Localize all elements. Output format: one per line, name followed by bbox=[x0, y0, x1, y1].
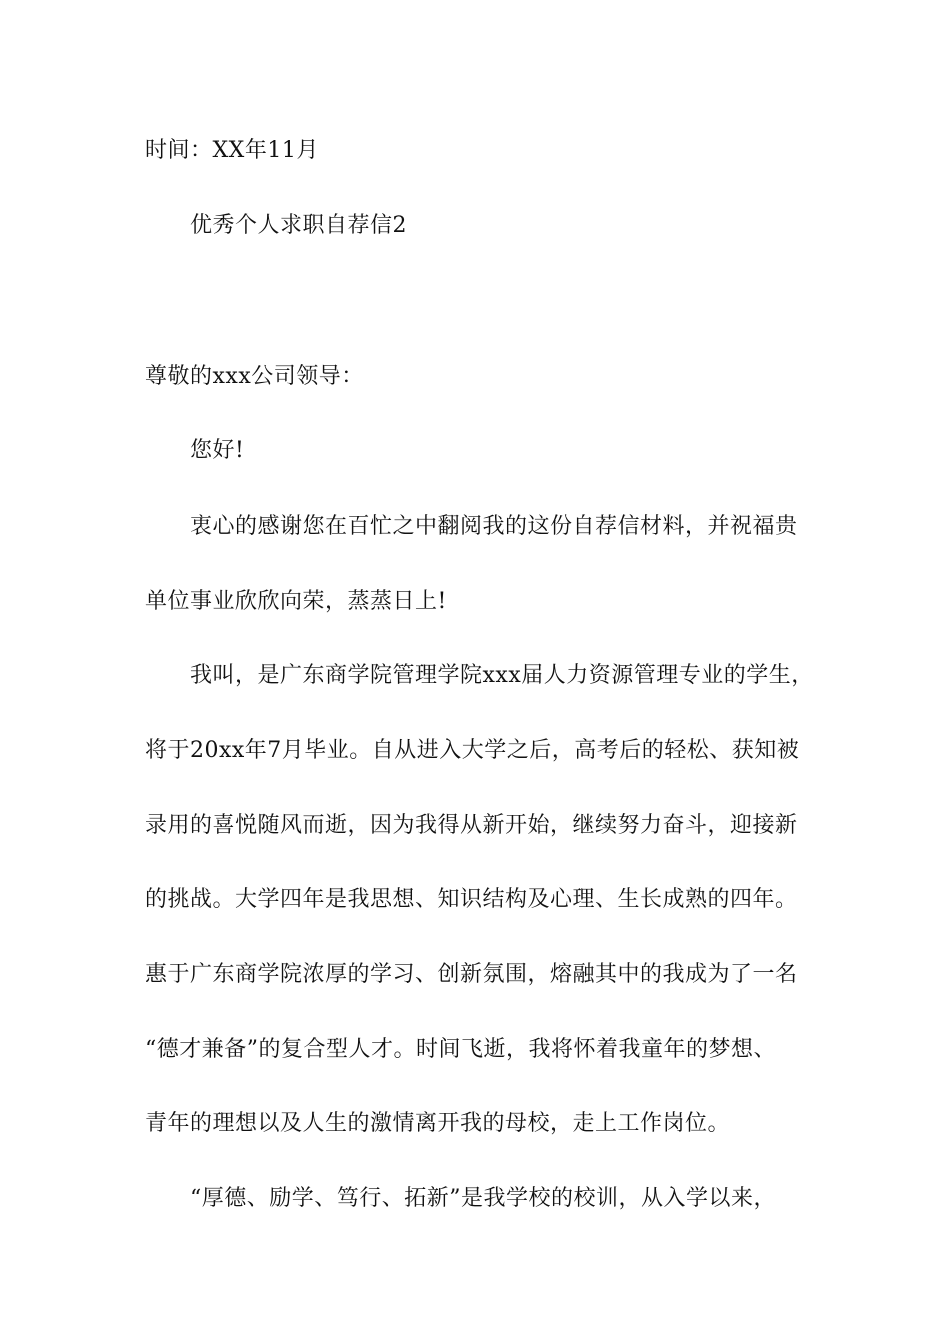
greeting: 您好! bbox=[190, 438, 245, 463]
paragraph-line: 衷心的感谢您在百忙之中翻阅我的这份自荐信材料，并祝福贵 bbox=[190, 514, 798, 539]
paragraph-line: “德才兼备”的复合型人才。时间飞逝，我将怀着我童年的梦想、 bbox=[145, 1037, 776, 1062]
letter-subtitle: 优秀个人求职自荐信2 bbox=[190, 213, 407, 238]
paragraph-line: “厚德、励学、笃行、拓新”是我学校的校训，从入学以来， bbox=[190, 1186, 776, 1211]
paragraph-line: 单位事业欣欣向荣，蒸蒸日上! bbox=[145, 589, 447, 614]
paragraph-line: 青年的理想以及人生的激情离开我的母校，走上工作岗位。 bbox=[145, 1111, 731, 1136]
paragraph-line: 录用的喜悦随风而逝，因为我得从新开始，继续努力奋斗，迎接新 bbox=[145, 813, 798, 838]
paragraph-line: 我叫，是广东商学院管理学院xxx届人力资源管理专业的学生， bbox=[190, 663, 814, 688]
paragraph-line: 惠于广东商学院浓厚的学习、创新氛围，熔融其中的我成为了一名 bbox=[145, 962, 798, 987]
time-line: 时间：XX年11月 bbox=[145, 138, 319, 163]
salutation: 尊敬的xxx公司领导： bbox=[145, 364, 364, 389]
paragraph-line: 的挑战。大学四年是我思想、知识结构及心理、生长成熟的四年。 bbox=[145, 887, 798, 912]
paragraph-line: 将于20xx年7月毕业。自从进入大学之后，高考后的轻松、获知被 bbox=[145, 738, 800, 763]
